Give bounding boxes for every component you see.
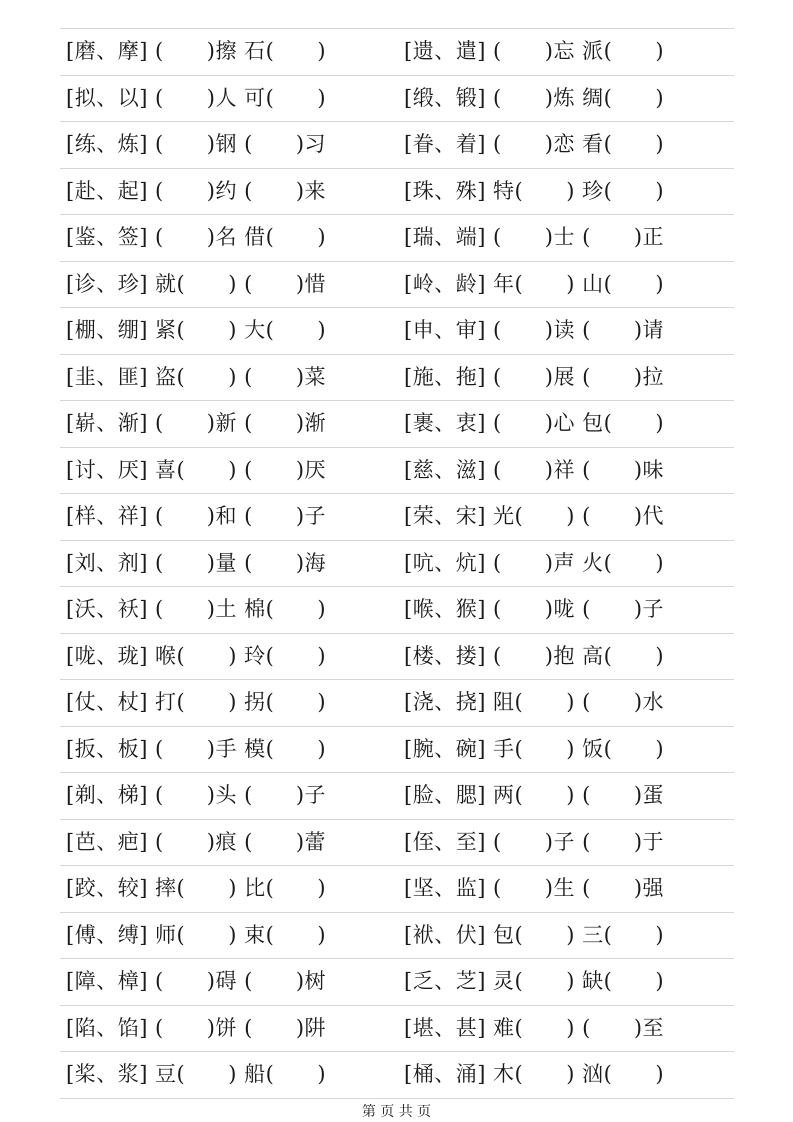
exercise-sheet: [60, 28, 734, 1099]
exercise-item-right: [腕、碗] 手( ) 饭( ): [404, 736, 665, 761]
exercise-item-right: [慈、滋] ( )祥 ( )味: [404, 457, 665, 482]
exercise-item-left: [陷、馅] ( )饼 ( )阱: [66, 1015, 327, 1040]
exercise-row: [60, 494, 734, 541]
exercise-row: [60, 448, 734, 495]
exercise-item-left: [崭、渐] ( )新 ( )渐: [66, 411, 327, 435]
exercise-item-right: [浇、挠] 阻( ) ( )水: [404, 690, 665, 714]
exercise-item-left: [练、炼] ( )钢 ( )习: [66, 132, 327, 156]
exercise-row: [60, 262, 734, 309]
exercise-row: [60, 820, 734, 867]
exercise-item-right: [申、审] ( )读 ( )请: [404, 318, 665, 342]
exercise-item-left: [傅、缚] 师( ) 束( ): [66, 922, 327, 947]
exercise-item-left: [样、祥] ( )和 ( )子: [66, 504, 327, 528]
exercise-row: [60, 959, 734, 1006]
exercise-item-right: [脸、腮] 两( ) ( )蛋: [404, 783, 665, 807]
exercise-item-right: [吭、炕] ( )声 火( ): [404, 550, 665, 575]
exercise-item-right: [堪、甚] 难( ) ( )至: [404, 1015, 665, 1040]
exercise-item-left: [鉴、签] ( )名 借( ): [66, 225, 327, 249]
exercise-row: [60, 215, 734, 262]
exercise-item-left: [沃、袄] ( )土 棉( ): [66, 597, 327, 621]
exercise-row: [60, 29, 734, 76]
exercise-item-left: [刘、剂] ( )量 ( )海: [66, 550, 327, 575]
exercise-item-left: [棚、绷] 紧( ) 大( ): [66, 318, 327, 342]
exercise-item-left: [剃、梯] ( )头 ( )子: [66, 783, 327, 807]
exercise-item-right: [袱、伏] 包( ) 三( ): [404, 922, 665, 947]
exercise-row: [60, 401, 734, 448]
exercise-row: [60, 76, 734, 123]
exercise-item-left: [芭、疤] ( )痕 ( )蕾: [66, 829, 327, 854]
exercise-item-right: [喉、猴] ( )咙 ( )子: [404, 597, 665, 621]
page-footer: 第 页 共 页: [361, 1104, 432, 1120]
exercise-item-left: [咙、珑] 喉( ) 玲( ): [66, 643, 327, 668]
exercise-item-left: [拟、以] ( )人 可( ): [66, 85, 327, 110]
exercise-item-left: [讨、厌] 喜( ) ( )厌: [66, 457, 327, 482]
exercise-item-right: [坚、监] ( )生 ( )强: [404, 876, 665, 900]
exercise-item-right: [眷、着] ( )恋 看( ): [404, 132, 665, 156]
exercise-row: [60, 587, 734, 634]
exercise-row: [60, 355, 734, 402]
exercise-item-right: [珠、殊] 特( ) 珍( ): [404, 178, 665, 203]
exercise-row: [60, 1052, 734, 1099]
exercise-row: [60, 913, 734, 960]
exercise-item-right: [荣、宋] 光( ) ( )代: [404, 504, 665, 528]
exercise-item-left: [跤、较] 摔( ) 比( ): [66, 876, 327, 900]
exercise-item-right: [裹、衷] ( )心 包( ): [404, 411, 665, 435]
exercise-row: [60, 773, 734, 820]
exercise-item-right: [侄、至] ( )子 ( )于: [404, 829, 665, 854]
exercise-item-left: [磨、摩] ( )擦 石( ): [66, 39, 327, 63]
exercise-item-right: [施、拖] ( )展 ( )拉: [404, 364, 665, 389]
exercise-row: [60, 727, 734, 774]
exercise-row: [60, 866, 734, 913]
exercise-item-left: [赴、起] ( )约 ( )来: [66, 178, 327, 203]
exercise-item-right: [瑞、端] ( )士 ( )正: [404, 225, 665, 249]
exercise-row: [60, 541, 734, 588]
exercise-item-right: [桶、涌] 木( ) 汹( ): [404, 1062, 665, 1086]
exercise-row: [60, 1006, 734, 1053]
exercise-item-right: [缎、锻] ( )炼 绸( ): [404, 85, 665, 110]
exercise-row: [60, 634, 734, 681]
exercise-row: [60, 122, 734, 169]
exercise-item-left: [桨、浆] 豆( ) 船( ): [66, 1062, 327, 1086]
exercise-row: [60, 308, 734, 355]
exercise-row: [60, 680, 734, 727]
exercise-row: [60, 169, 734, 216]
exercise-item-right: [楼、搂] ( )抱 高( ): [404, 643, 665, 668]
exercise-item-left: [障、樟] ( )碍 ( )树: [66, 969, 327, 993]
exercise-item-left: [韭、匪] 盗( ) ( )菜: [66, 364, 327, 389]
exercise-item-left: [仗、杖] 打( ) 拐( ): [66, 690, 327, 714]
exercise-item-left: [扳、板] ( )手 模( ): [66, 736, 327, 761]
exercise-item-left: [诊、珍] 就( ) ( )惜: [66, 271, 327, 296]
exercise-item-right: [遗、遣] ( )忘 派( ): [404, 39, 665, 63]
exercise-item-right: [岭、龄] 年( ) 山( ): [404, 271, 665, 296]
exercise-item-right: [乏、芝] 灵( ) 缺( ): [404, 969, 665, 993]
